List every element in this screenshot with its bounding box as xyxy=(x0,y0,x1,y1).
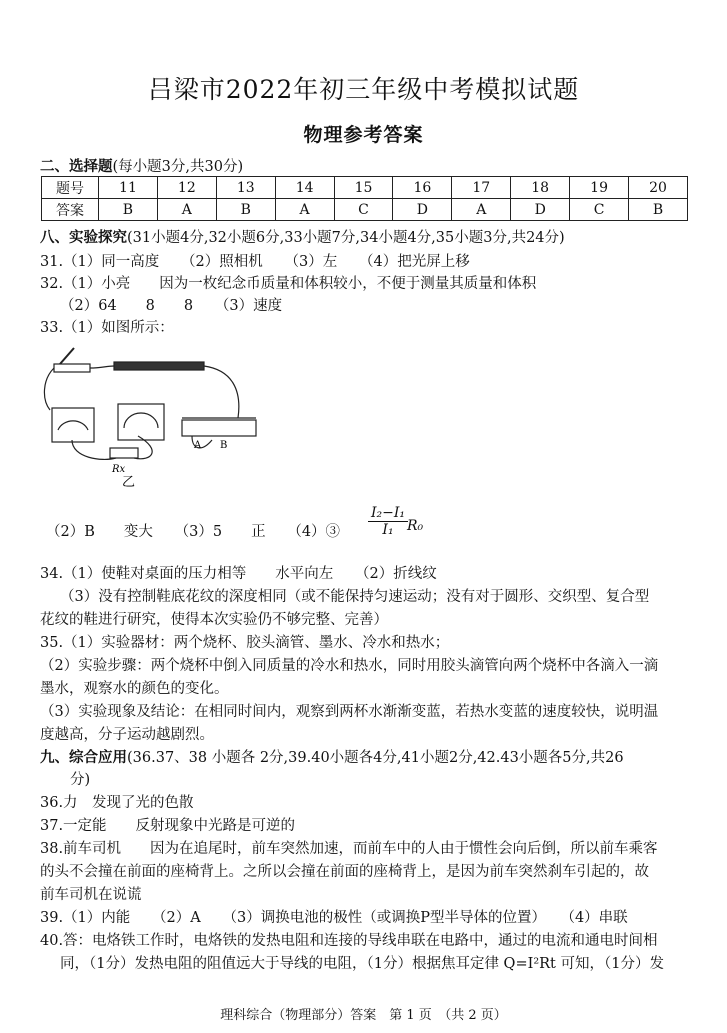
table-cell: C xyxy=(570,199,629,221)
answer-34-line2: （3）没有控制鞋底花纹的深度相同（或不能保持匀速运动；没有对于圆形、交织型、复合型 xyxy=(60,589,650,605)
wire xyxy=(44,368,54,410)
battery xyxy=(114,362,204,370)
answer-38-line1: 38.前车司机 因为在追尾时，前车突然加速，而前车中的人由于惯性会向后倒，所以前车乘客 xyxy=(40,841,658,857)
table-cell: 20 xyxy=(629,177,688,199)
table-cell: C xyxy=(334,199,393,221)
answer-35-line1: 35.（1）实验器材：两个烧杯、胶头滴管、墨水、冷水和热水； xyxy=(40,635,450,651)
table-cell: 13 xyxy=(216,177,275,199)
table-cell: B xyxy=(216,199,275,221)
table-row xyxy=(42,199,688,221)
row-label-number: 题号 xyxy=(42,177,99,199)
table-cell: D xyxy=(393,199,452,221)
fraction xyxy=(368,505,408,538)
row-label-answer: 答案 xyxy=(42,199,99,221)
switch-base xyxy=(54,364,90,372)
answer-35-line4: （3）实验现象及结论：在相同时间内，观察到两杯水渐渐变蓝，若热水变蓝的速度较快，说明温 xyxy=(40,704,659,720)
fraction-denominator: I₁ xyxy=(382,522,394,538)
page-subtitle: 物理参考答案 xyxy=(303,124,424,146)
wire xyxy=(90,366,114,368)
page-title: 吕梁市2022年初三年级中考模拟试题 xyxy=(147,75,580,104)
answer-38-line3: 前车司机在说谎 xyxy=(40,887,142,903)
answer-31: 31.（1）同一高度 （2）照相机 （3）左 （4）把光屏上移 xyxy=(40,254,470,270)
section-8-header xyxy=(40,226,565,247)
table-cell: 19 xyxy=(570,177,629,199)
table-cell: B xyxy=(99,199,158,221)
answer-35-line5: 度越高，分子运动越剧烈。 xyxy=(40,727,214,743)
resistor-rx xyxy=(110,448,138,458)
answer-35-line3: 墨水，观察水的颜色的变化。 xyxy=(40,681,229,697)
section-2-note: (每小题3分,共30分) xyxy=(112,159,244,175)
table-cell: 11 xyxy=(99,177,158,199)
answer-35-line2: （2）实验步骤：两个烧杯中倒入同质量的冷水和热水，同时用胶头滴管向两个烧杯中各滴入一滴 xyxy=(40,658,659,674)
answer-32-line2: （2）64 8 8 （3）速度 xyxy=(60,298,283,314)
table-cell: A xyxy=(452,199,511,221)
section-9-note: (36.37、38 小题各 2分,39.40小题各4分,41小题2分,42.43小题各5分,共26 xyxy=(127,750,624,766)
answer-33-line1: 33.（1）如图所示： xyxy=(40,320,174,336)
answer-38-line2: 的头不会撞在前面的座椅背上。之所以会撞在前面的座椅背上，是因为前车突然刹车引起的，故 xyxy=(40,864,649,880)
table-cell: 14 xyxy=(275,177,334,199)
circuit-diagram xyxy=(42,340,282,490)
wire xyxy=(204,366,239,418)
r0-symbol: R₀ xyxy=(407,518,424,534)
answer-table xyxy=(41,176,688,221)
figure-caption: 乙 xyxy=(122,475,136,490)
page-footer: 理科综合（物理部分）答案 第 1 页 （共 2 页） xyxy=(220,1008,507,1023)
answer-32-line1: 32.（1）小亮 因为一枚纪念币质量和体积较小，不便于测量其质量和体积 xyxy=(40,276,537,292)
table-cell: A xyxy=(275,199,334,221)
section-9-header xyxy=(40,746,624,767)
rx-label: Rx xyxy=(112,464,126,475)
table-cell: 17 xyxy=(452,177,511,199)
rheostat xyxy=(182,420,256,436)
answer-40-line2: 同，（1分）发热电阻的阻值远大于导线的电阻，（1分）根据焦耳定律 Q=I²Rt 可知，（1分）发 xyxy=(60,956,664,972)
section-8-note: (31小题4分,32小题6分,33小题7分,34小题4分,35小题3分,共24分) xyxy=(127,230,565,246)
ammeter-1 xyxy=(52,408,94,442)
ammeter-2-dial xyxy=(124,413,158,428)
terminal-b-label: B xyxy=(220,440,228,451)
terminal-a-label: A xyxy=(194,440,202,451)
answer-33-line2: （2）B 变大 （3）5 正 （4）③ xyxy=(46,524,341,540)
table-cell: 12 xyxy=(157,177,216,199)
ammeter-1-dial xyxy=(58,421,88,430)
fraction-numerator: I₂−I₁ xyxy=(368,505,408,522)
section-9-heading: 九、综合应用 xyxy=(40,749,127,766)
answer-40-line1: 40.答：电烙铁工作时，电烙铁的发热电阻和连接的导线串联在电路中，通过的电流和通电时间相 xyxy=(40,933,658,949)
table-cell: 16 xyxy=(393,177,452,199)
table-cell: 18 xyxy=(511,177,570,199)
answer-36: 36.力 发现了光的色散 xyxy=(40,795,194,811)
table-row xyxy=(42,177,688,199)
table-cell: A xyxy=(157,199,216,221)
switch-blade xyxy=(60,348,74,364)
table-cell: B xyxy=(629,199,688,221)
answer-34-line3: 花纹的鞋进行研究，使得本次实验仍不够完整、完善） xyxy=(40,612,388,628)
table-cell: D xyxy=(511,199,570,221)
answer-37: 37.一定能 反射现象中光路是可逆的 xyxy=(40,818,296,834)
answer-34-line1: 34.（1）使鞋对桌面的压力相等 水平向左 （2）折线纹 xyxy=(40,566,437,582)
section-2-header xyxy=(40,155,243,176)
table-cell: 15 xyxy=(334,177,393,199)
section-2-heading: 二、选择题 xyxy=(40,158,113,175)
section-8-heading: 八、实验探究 xyxy=(40,229,127,246)
section-9-note-cont: 分) xyxy=(70,772,91,788)
answer-39: 39.（1）内能 （2）A （3）调换电池的极性（或调换P型半导体的位置） （4）串联 xyxy=(40,910,628,926)
